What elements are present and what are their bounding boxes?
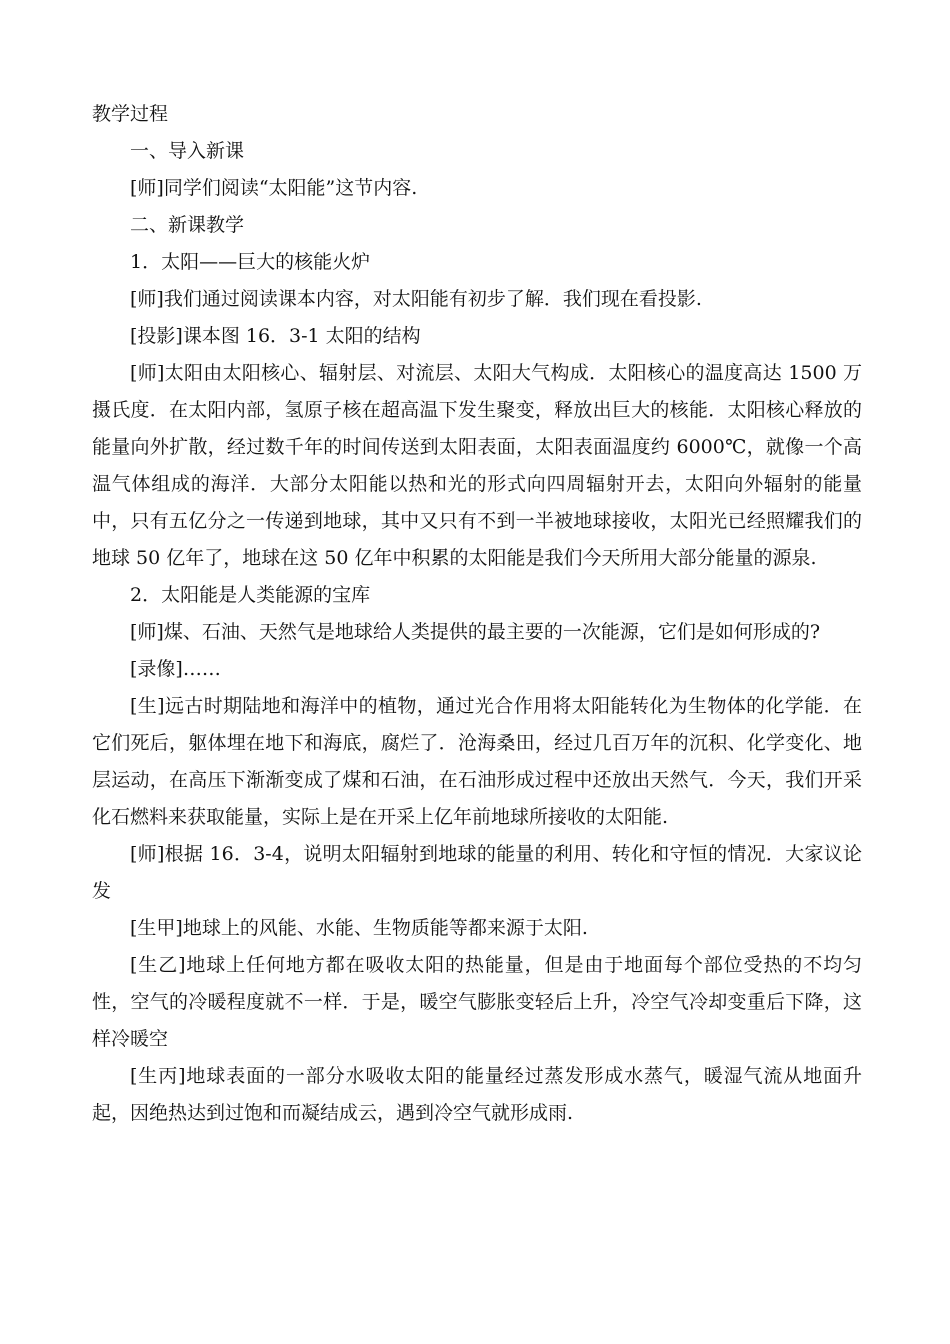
document-body (92, 96, 862, 1132)
paragraph-student-answer: [生]远古时期陆地和海洋中的植物，通过光合作用将太阳能转化为生物体的化学能．在它们死后，躯体埋在地下和海底，腐烂了．沧海桑田，经过几百万年的沉积、化学变化、地层运动，在高压下渐渐变成了煤和石油，在石油形成过程中还放出天然气．今天，我们开采化石燃料来获取能量，实际上是在开采上亿年前地球所接收的太阳能. (92, 695, 862, 828)
paragraph-intro-heading: 一、导入新课 (130, 140, 245, 162)
paragraph-video: [录像]…… (130, 658, 221, 680)
section-heading: 教学过程 (92, 103, 169, 125)
paragraph-subheading-2: 2．太阳能是人类能源的宝库 (130, 584, 371, 606)
paragraph-fossil-question: [师]煤、石油、天然气是地球给人类提供的最主要的一次能源，它们是如何形成的? (130, 621, 821, 643)
paragraph-new-lesson-heading: 二、新课教学 (130, 214, 245, 236)
paragraph-student-b: [生乙]地球上任何地方都在吸收太阳的热能量，但是由于地面每个部位受热的不均匀性，空气的冷暖程度就不一样．于是，暖空气膨胀变轻后上升，冷空气冷却变重后下降，这样冷暖空 (92, 954, 862, 1050)
paragraph-teacher-reading: [师]同学们阅读“太阳能”这节内容. (130, 177, 418, 199)
paragraph-subheading-1: 1．太阳——巨大的核能火炉 (130, 251, 371, 273)
paragraph-teacher-discussion: [师]根据 16．3-4，说明太阳辐射到地球的能量的利用、转化和守恒的情况．大家议论发 (92, 843, 862, 902)
paragraph-student-c: [生丙]地球表面的一部分水吸收太阳的能量经过蒸发形成水蒸气，暖湿气流从地面升起，因绝热达到过饱和而凝结成云，遇到冷空气就形成雨. (92, 1065, 862, 1124)
paragraph-projection-figure: [投影]课本图 16．3-1 太阳的结构 (130, 325, 421, 347)
paragraph-student-a: [生甲]地球上的风能、水能、生物质能等都来源于太阳. (130, 917, 588, 939)
paragraph-teacher-projection: [师]我们通过阅读课本内容，对太阳能有初步了解．我们现在看投影. (130, 288, 702, 310)
paragraph-sun-structure: [师]太阳由太阳核心、辐射层、对流层、太阳大气构成．太阳核心的温度高达 1500 万摄氏度．在太阳内部，氢原子核在超高温下发生聚变，释放出巨大的核能．太阳核心释放的能量向外扩散，经过数千年的时间传送到太阳表面，太阳表面温度约 6000℃，就像一个高温气体组成的海洋．大部分太阳能以热和光的形式向四周辐射开去，太阳向外辐射的能量中，只有五亿分之一传递到地球，其中又只有不到一半被地球接收，太阳光已经照耀我们的地球 50 亿年了，地球在这 50 亿年中积累的太阳能是我们今天所用大部分能量的源泉. (92, 362, 862, 569)
